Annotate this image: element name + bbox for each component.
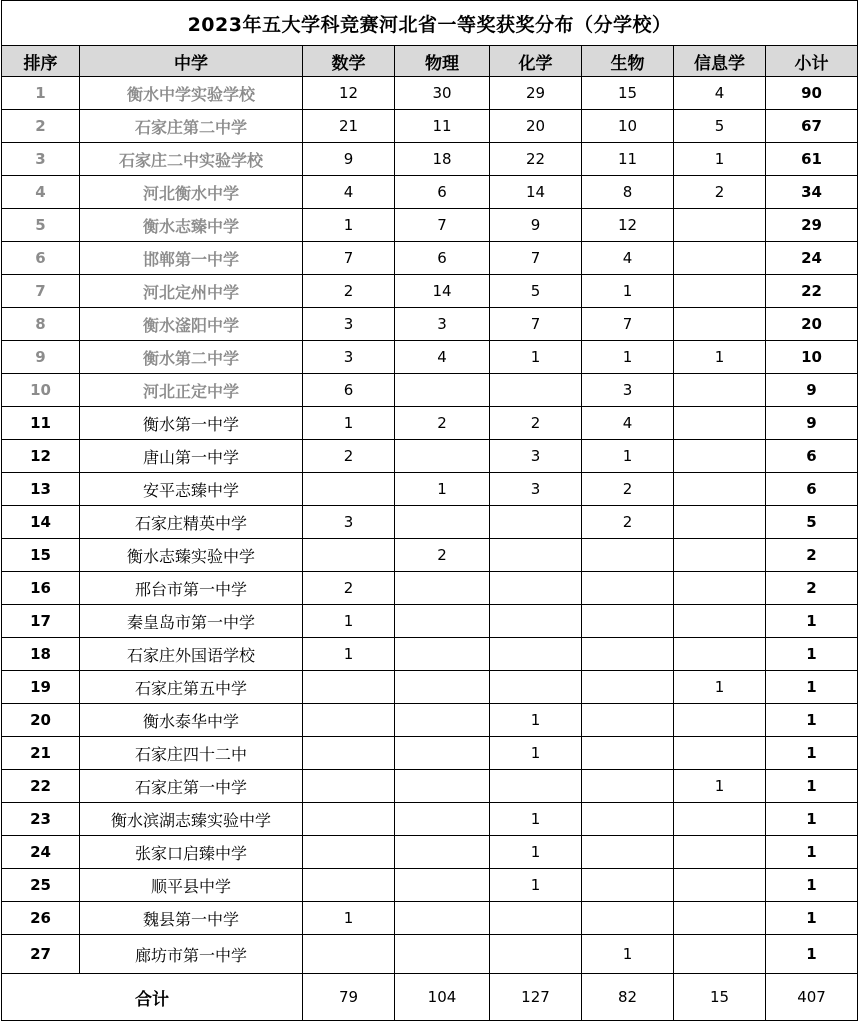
cell-subtotal: 1	[766, 737, 858, 770]
cell-school: 河北正定中学	[80, 374, 303, 407]
cell-physics	[395, 869, 490, 902]
cell-subtotal: 61	[766, 143, 858, 176]
table-row	[2, 539, 858, 572]
table-row	[2, 506, 858, 539]
cell-school: 石家庄精英中学	[80, 506, 303, 539]
cell-math	[303, 803, 395, 836]
cell-informatics	[674, 473, 766, 506]
cell-subtotal: 10	[766, 341, 858, 374]
table-row	[2, 902, 858, 935]
cell-chemistry: 3	[490, 473, 582, 506]
table-row	[2, 803, 858, 836]
cell-informatics	[674, 539, 766, 572]
cell-biology: 1	[582, 935, 674, 974]
cell-math: 7	[303, 242, 395, 275]
cell-math: 1	[303, 407, 395, 440]
cell-physics	[395, 671, 490, 704]
cell-school: 衡水泰华中学	[80, 704, 303, 737]
cell-math	[303, 935, 395, 974]
cell-subtotal: 67	[766, 110, 858, 143]
cell-biology	[582, 704, 674, 737]
cell-physics: 1	[395, 473, 490, 506]
cell-informatics: 4	[674, 77, 766, 110]
cell-subtotal: 6	[766, 440, 858, 473]
cell-chemistry	[490, 770, 582, 803]
cell-math: 1	[303, 605, 395, 638]
cell-chemistry: 20	[490, 110, 582, 143]
total-row	[2, 974, 858, 1021]
cell-rank: 16	[2, 572, 80, 605]
cell-biology	[582, 539, 674, 572]
header-chemistry: 化学	[490, 46, 582, 77]
cell-informatics	[674, 935, 766, 974]
cell-chemistry: 5	[490, 275, 582, 308]
table-row	[2, 308, 858, 341]
cell-subtotal: 90	[766, 77, 858, 110]
table-body	[2, 1, 858, 974]
cell-physics	[395, 605, 490, 638]
table-row	[2, 407, 858, 440]
cell-biology	[582, 803, 674, 836]
cell-chemistry	[490, 605, 582, 638]
table-row	[2, 572, 858, 605]
cell-rank: 2	[2, 110, 80, 143]
cell-physics: 11	[395, 110, 490, 143]
cell-chemistry: 29	[490, 77, 582, 110]
cell-rank: 24	[2, 836, 80, 869]
cell-informatics	[674, 704, 766, 737]
cell-physics	[395, 374, 490, 407]
cell-biology: 1	[582, 275, 674, 308]
cell-physics	[395, 902, 490, 935]
cell-informatics: 1	[674, 770, 766, 803]
cell-math: 3	[303, 506, 395, 539]
cell-informatics: 1	[674, 671, 766, 704]
cell-school: 顺平县中学	[80, 869, 303, 902]
cell-rank: 10	[2, 374, 80, 407]
cell-chemistry: 1	[490, 704, 582, 737]
cell-subtotal: 22	[766, 275, 858, 308]
cell-school: 石家庄四十二中	[80, 737, 303, 770]
cell-chemistry: 1	[490, 737, 582, 770]
cell-math: 2	[303, 275, 395, 308]
cell-school: 魏县第一中学	[80, 902, 303, 935]
cell-subtotal: 1	[766, 605, 858, 638]
cell-physics: 3	[395, 308, 490, 341]
cell-rank: 15	[2, 539, 80, 572]
cell-school: 衡水滨湖志臻实验中学	[80, 803, 303, 836]
cell-physics	[395, 770, 490, 803]
cell-rank: 7	[2, 275, 80, 308]
cell-physics	[395, 803, 490, 836]
cell-rank: 13	[2, 473, 80, 506]
cell-school: 石家庄第二中学	[80, 110, 303, 143]
header-physics: 物理	[395, 46, 490, 77]
cell-chemistry	[490, 638, 582, 671]
cell-physics: 14	[395, 275, 490, 308]
cell-chemistry: 9	[490, 209, 582, 242]
cell-chemistry: 7	[490, 242, 582, 275]
cell-informatics	[674, 737, 766, 770]
cell-physics	[395, 704, 490, 737]
cell-chemistry: 1	[490, 341, 582, 374]
cell-physics: 2	[395, 407, 490, 440]
cell-math: 3	[303, 308, 395, 341]
cell-subtotal: 1	[766, 671, 858, 704]
cell-rank: 11	[2, 407, 80, 440]
cell-school: 廊坊市第一中学	[80, 935, 303, 974]
cell-informatics	[674, 374, 766, 407]
cell-chemistry	[490, 539, 582, 572]
cell-subtotal: 29	[766, 209, 858, 242]
cell-informatics: 1	[674, 341, 766, 374]
cell-informatics	[674, 440, 766, 473]
cell-subtotal: 1	[766, 902, 858, 935]
cell-rank: 6	[2, 242, 80, 275]
cell-informatics	[674, 506, 766, 539]
cell-informatics	[674, 275, 766, 308]
cell-school: 石家庄第五中学	[80, 671, 303, 704]
cell-chemistry	[490, 374, 582, 407]
table-row	[2, 440, 858, 473]
cell-math: 21	[303, 110, 395, 143]
cell-chemistry: 7	[490, 308, 582, 341]
cell-subtotal: 2	[766, 539, 858, 572]
cell-biology: 1	[582, 341, 674, 374]
table-row	[2, 704, 858, 737]
total-biology: 82	[582, 974, 674, 1021]
cell-chemistry: 22	[490, 143, 582, 176]
cell-subtotal: 9	[766, 374, 858, 407]
cell-rank: 5	[2, 209, 80, 242]
cell-math: 4	[303, 176, 395, 209]
cell-biology	[582, 902, 674, 935]
cell-rank: 23	[2, 803, 80, 836]
cell-informatics: 1	[674, 143, 766, 176]
table-row	[2, 341, 858, 374]
cell-chemistry	[490, 506, 582, 539]
cell-physics	[395, 737, 490, 770]
table-row	[2, 638, 858, 671]
cell-biology: 4	[582, 407, 674, 440]
cell-rank: 22	[2, 770, 80, 803]
cell-rank: 8	[2, 308, 80, 341]
cell-school: 安平志臻中学	[80, 473, 303, 506]
cell-informatics	[674, 803, 766, 836]
cell-rank: 12	[2, 440, 80, 473]
cell-physics: 7	[395, 209, 490, 242]
cell-chemistry: 2	[490, 407, 582, 440]
table-row	[2, 737, 858, 770]
cell-biology	[582, 836, 674, 869]
table-row	[2, 671, 858, 704]
cell-biology: 2	[582, 506, 674, 539]
table-row	[2, 275, 858, 308]
cell-chemistry: 3	[490, 440, 582, 473]
cell-subtotal: 5	[766, 506, 858, 539]
cell-rank: 20	[2, 704, 80, 737]
cell-biology: 12	[582, 209, 674, 242]
cell-subtotal: 1	[766, 935, 858, 974]
cell-informatics	[674, 209, 766, 242]
table-row	[2, 605, 858, 638]
cell-rank: 1	[2, 77, 80, 110]
header-school: 中学	[80, 46, 303, 77]
cell-biology	[582, 770, 674, 803]
cell-school: 衡水志臻中学	[80, 209, 303, 242]
cell-physics	[395, 935, 490, 974]
cell-biology: 11	[582, 143, 674, 176]
cell-school: 衡水第二中学	[80, 341, 303, 374]
cell-math: 6	[303, 374, 395, 407]
cell-math: 1	[303, 209, 395, 242]
cell-biology	[582, 572, 674, 605]
cell-physics: 4	[395, 341, 490, 374]
cell-subtotal: 1	[766, 770, 858, 803]
total-physics: 104	[395, 974, 490, 1021]
cell-math: 3	[303, 341, 395, 374]
award-distribution-table	[1, 0, 858, 1021]
cell-math	[303, 704, 395, 737]
cell-physics: 2	[395, 539, 490, 572]
cell-chemistry: 1	[490, 803, 582, 836]
cell-math: 12	[303, 77, 395, 110]
cell-school: 河北定州中学	[80, 275, 303, 308]
cell-math	[303, 836, 395, 869]
cell-physics: 6	[395, 242, 490, 275]
cell-biology	[582, 605, 674, 638]
cell-biology: 4	[582, 242, 674, 275]
cell-rank: 14	[2, 506, 80, 539]
cell-informatics	[674, 407, 766, 440]
header-subtotal: 小计	[766, 46, 858, 77]
header-row	[2, 46, 858, 77]
cell-subtotal: 9	[766, 407, 858, 440]
cell-math: 9	[303, 143, 395, 176]
table-row	[2, 770, 858, 803]
cell-rank: 27	[2, 935, 80, 974]
cell-math	[303, 869, 395, 902]
cell-school: 邢台市第一中学	[80, 572, 303, 605]
cell-school: 张家口启臻中学	[80, 836, 303, 869]
total-chemistry: 127	[490, 974, 582, 1021]
table-row	[2, 110, 858, 143]
cell-informatics	[674, 308, 766, 341]
cell-biology: 8	[582, 176, 674, 209]
cell-subtotal: 1	[766, 638, 858, 671]
table-row	[2, 209, 858, 242]
cell-rank: 17	[2, 605, 80, 638]
cell-subtotal: 1	[766, 869, 858, 902]
table-row	[2, 473, 858, 506]
cell-chemistry	[490, 902, 582, 935]
cell-subtotal: 2	[766, 572, 858, 605]
cell-biology	[582, 638, 674, 671]
cell-chemistry	[490, 935, 582, 974]
cell-school: 衡水志臻实验中学	[80, 539, 303, 572]
cell-rank: 26	[2, 902, 80, 935]
cell-physics	[395, 638, 490, 671]
cell-math: 2	[303, 572, 395, 605]
cell-school: 邯郸第一中学	[80, 242, 303, 275]
header-rank: 排序	[2, 46, 80, 77]
cell-math	[303, 737, 395, 770]
total-label: 合计	[2, 974, 303, 1021]
header-math: 数学	[303, 46, 395, 77]
cell-physics: 6	[395, 176, 490, 209]
cell-physics	[395, 572, 490, 605]
cell-rank: 18	[2, 638, 80, 671]
cell-school: 石家庄第一中学	[80, 770, 303, 803]
cell-school: 衡水中学实验学校	[80, 77, 303, 110]
cell-subtotal: 34	[766, 176, 858, 209]
table-row	[2, 836, 858, 869]
cell-biology: 2	[582, 473, 674, 506]
cell-subtotal: 6	[766, 473, 858, 506]
cell-biology: 7	[582, 308, 674, 341]
cell-chemistry	[490, 671, 582, 704]
cell-math: 1	[303, 638, 395, 671]
title-row	[2, 1, 858, 46]
table-row	[2, 143, 858, 176]
cell-informatics	[674, 638, 766, 671]
cell-school: 河北衡水中学	[80, 176, 303, 209]
table-row	[2, 374, 858, 407]
cell-rank: 19	[2, 671, 80, 704]
cell-chemistry: 1	[490, 836, 582, 869]
cell-biology: 3	[582, 374, 674, 407]
cell-physics	[395, 506, 490, 539]
table-title: 2023年五大学科竞赛河北省一等奖获奖分布（分学校）	[2, 1, 858, 46]
cell-informatics	[674, 242, 766, 275]
cell-math	[303, 539, 395, 572]
cell-math	[303, 671, 395, 704]
cell-chemistry	[490, 572, 582, 605]
cell-informatics	[674, 572, 766, 605]
cell-school: 石家庄二中实验学校	[80, 143, 303, 176]
cell-informatics: 5	[674, 110, 766, 143]
cell-informatics: 2	[674, 176, 766, 209]
table-row	[2, 935, 858, 974]
cell-school: 石家庄外国语学校	[80, 638, 303, 671]
cell-physics	[395, 836, 490, 869]
cell-informatics	[674, 902, 766, 935]
cell-biology	[582, 869, 674, 902]
cell-subtotal: 1	[766, 803, 858, 836]
total-informatics: 15	[674, 974, 766, 1021]
cell-math: 2	[303, 440, 395, 473]
cell-math: 1	[303, 902, 395, 935]
total-math: 79	[303, 974, 395, 1021]
cell-physics: 18	[395, 143, 490, 176]
cell-rank: 4	[2, 176, 80, 209]
cell-rank: 9	[2, 341, 80, 374]
cell-subtotal: 24	[766, 242, 858, 275]
cell-rank: 3	[2, 143, 80, 176]
cell-biology: 10	[582, 110, 674, 143]
cell-math	[303, 473, 395, 506]
table-row	[2, 77, 858, 110]
cell-informatics	[674, 605, 766, 638]
table-row	[2, 869, 858, 902]
cell-rank: 21	[2, 737, 80, 770]
cell-subtotal: 20	[766, 308, 858, 341]
header-informatics: 信息学	[674, 46, 766, 77]
cell-subtotal: 1	[766, 704, 858, 737]
cell-math	[303, 770, 395, 803]
cell-rank: 25	[2, 869, 80, 902]
cell-school: 唐山第一中学	[80, 440, 303, 473]
table-row	[2, 176, 858, 209]
cell-physics: 30	[395, 77, 490, 110]
cell-biology: 15	[582, 77, 674, 110]
cell-school: 衡水滏阳中学	[80, 308, 303, 341]
total-subtotal: 407	[766, 974, 858, 1021]
header-biology: 生物	[582, 46, 674, 77]
cell-biology	[582, 671, 674, 704]
cell-school: 衡水第一中学	[80, 407, 303, 440]
cell-informatics	[674, 836, 766, 869]
cell-biology: 1	[582, 440, 674, 473]
cell-informatics	[674, 869, 766, 902]
table-row	[2, 242, 858, 275]
cell-school: 秦皇岛市第一中学	[80, 605, 303, 638]
cell-biology	[582, 737, 674, 770]
cell-subtotal: 1	[766, 836, 858, 869]
cell-chemistry: 14	[490, 176, 582, 209]
cell-physics	[395, 440, 490, 473]
cell-chemistry: 1	[490, 869, 582, 902]
